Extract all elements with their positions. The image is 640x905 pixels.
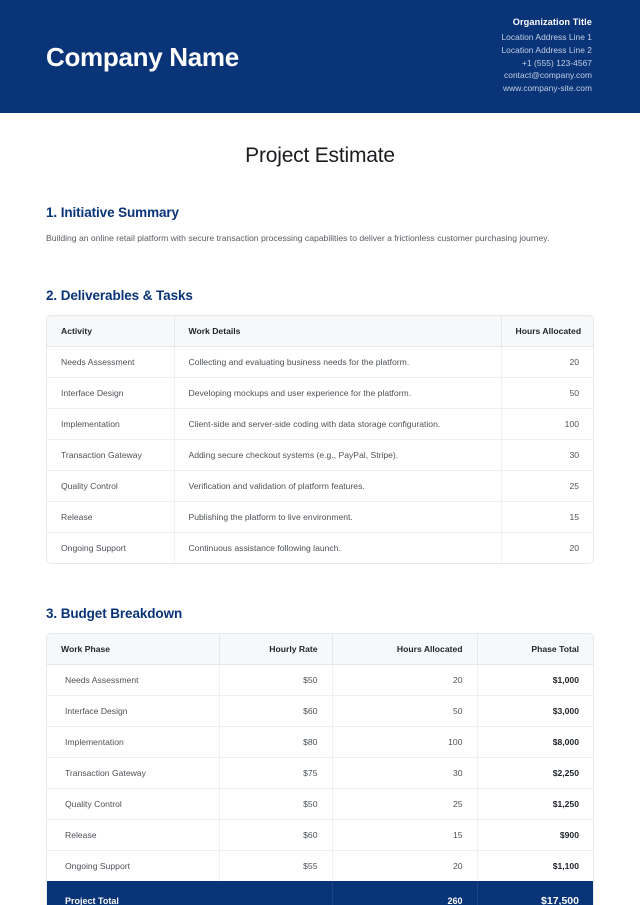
budget-table-foot [47,881,593,905]
table-row [47,408,593,439]
table-header-row [47,634,593,665]
page-header [0,0,640,113]
cell-phase-total: $1,250 [477,788,593,819]
cell-work-details: Publishing the platform to live environment. [174,501,501,532]
document-body [0,144,640,905]
column-header-work-phase: Work Phase [47,634,219,665]
cell-activity: Release [47,501,174,532]
document-title: Project Estimate [245,144,395,167]
table-header-row [47,316,593,347]
cell-hourly-rate: $50 [219,788,332,819]
cell-activity: Implementation [47,408,174,439]
organization-contact-block [501,16,592,97]
cell-work-phase: Release [47,819,219,850]
cell-work-phase: Ongoing Support [47,850,219,881]
section-heading-budget: 3. Budget Breakdown [46,605,183,621]
cell-work-phase: Needs Assessment [47,664,219,695]
cell-phase-total: $900 [477,819,593,850]
cell-phase-total: $1,000 [477,664,593,695]
table-row [47,377,593,408]
table-row [47,695,593,726]
cell-phase-total: $3,000 [477,695,593,726]
cell-phase-total: $1,100 [552,860,579,871]
table-row [47,726,593,757]
cell-activity: Needs Assessment [47,346,174,377]
address-line-2: Location Address Line 2 [501,44,592,55]
phone-number: +1 (555) 123-4567 [522,57,592,68]
cell-work-phase: Quality Control [47,788,219,819]
table-row [47,850,593,881]
table-row [47,470,593,501]
table-row [47,532,593,563]
table-row [47,501,593,532]
email-address: contact@company.com [504,70,592,81]
organization-title: Organization Title [512,17,592,28]
cell-hours-allocated: 30 [501,439,593,470]
cell-phase-total: $2,250 [477,757,593,788]
cell-phase-total: $8,000 [477,726,593,757]
budget-table [47,634,593,905]
cell-work-phase: Interface Design [47,695,219,726]
cell-hourly-rate: $55 [219,850,332,881]
cell-hourly-rate: $80 [219,726,332,757]
table-row [47,788,593,819]
cell-work-phase: Transaction Gateway [47,757,219,788]
cell-hours-allocated: 20 [332,664,477,695]
cell-hours-allocated: 15 [332,819,477,850]
cell-activity: Transaction Gateway [47,439,174,470]
budget-table-body [47,664,593,881]
project-total-label: Project Total [47,881,332,905]
cell-hours-allocated: 20 [332,850,477,881]
budget-table-wrapper [46,633,594,905]
deliverables-table-body [47,346,593,563]
deliverables-table-head [47,316,593,347]
cell-hours-allocated: 50 [501,377,593,408]
cell-hours-allocated: 50 [332,695,477,726]
column-header-activity: Activity [47,316,174,347]
cell-work-details: Adding secure checkout systems (e.g., PayPal, Stripe). [174,439,501,470]
cell-hours-allocated: 15 [501,501,593,532]
project-total-amount: $17,500 [477,881,593,905]
deliverables-table [47,316,593,563]
column-header-hourly-rate: Hourly Rate [219,634,332,665]
column-header-phase-total: Phase Total [477,634,593,665]
cell-hours-allocated: 100 [332,726,477,757]
project-total-hours: 260 [332,881,477,905]
column-header-work-details: Work Details [174,316,501,347]
cell-hours-allocated: 30 [332,757,477,788]
table-row [47,819,593,850]
cell-hours-allocated: 100 [501,408,593,439]
table-row [47,757,593,788]
cell-work-details: Developing mockups and user experience for the platform. [174,377,501,408]
cell-work-details: Continuous assistance following launch. [174,532,501,563]
summary-paragraph: Building an online retail platform with secure transaction processing capabilities to deliver a frictionless customer purchasing journey. [46,233,550,243]
company-name: Company Name [46,41,239,72]
column-header-hours-allocated: Hours Allocated [501,316,593,347]
cell-hours-allocated: 25 [501,470,593,501]
project-total-row [47,881,593,905]
section-heading-summary: 1. Initiative Summary [46,205,179,220]
cell-hours-allocated: 20 [569,542,579,553]
column-header-hours-allocated: Hours Allocated [332,634,477,665]
cell-hours-allocated: 20 [501,346,593,377]
cell-activity: Ongoing Support [47,532,174,563]
table-row [47,439,593,470]
deliverables-table-wrapper [46,315,594,564]
cell-activity: Quality Control [47,470,174,501]
cell-activity: Interface Design [47,377,174,408]
cell-hourly-rate: $60 [219,819,332,850]
section-heading-deliverables: 2. Deliverables & Tasks [46,287,193,303]
cell-hours-allocated: 25 [332,788,477,819]
cell-work-details: Collecting and evaluating business needs for the platform. [174,346,501,377]
budget-table-head [47,634,593,665]
cell-hourly-rate: $75 [219,757,332,788]
cell-work-details: Client-side and server-side coding with data storage configuration. [174,408,501,439]
table-row [47,346,593,377]
table-row [47,664,593,695]
cell-hourly-rate: $50 [219,664,332,695]
cell-hourly-rate: $60 [219,695,332,726]
website-url: www.company-site.com [503,83,592,94]
cell-work-phase: Implementation [47,726,219,757]
address-line-1: Location Address Line 1 [501,32,592,43]
cell-work-details: Verification and validation of platform features. [174,470,501,501]
